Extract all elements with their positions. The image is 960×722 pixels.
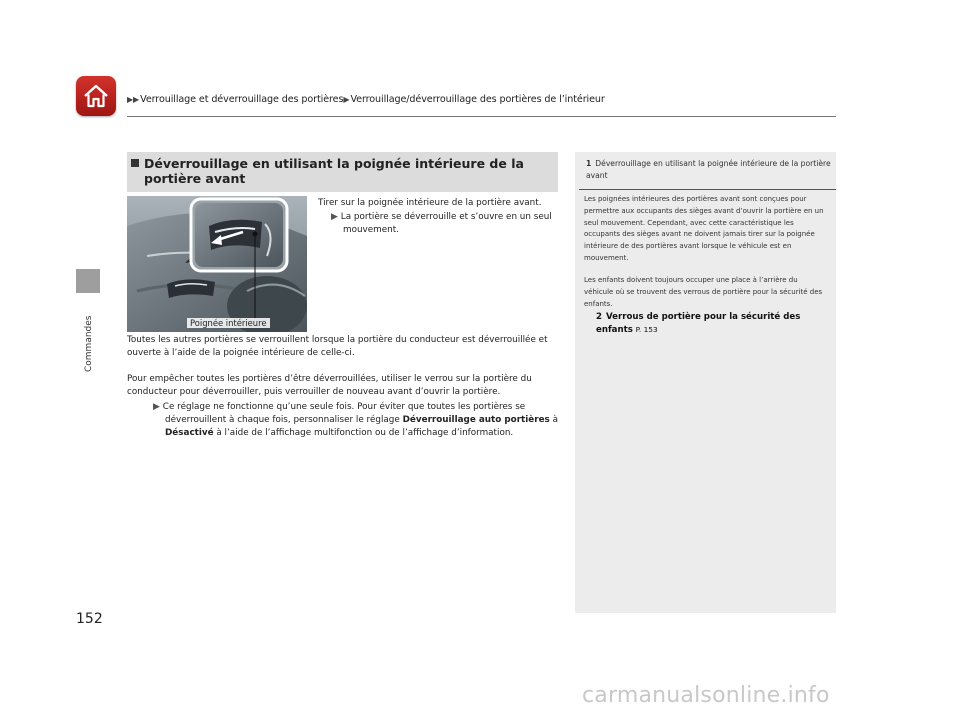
note-text: Ce réglage ne fonctionne qu’une seule fois. Pour éviter que toutes les portières se déverrouillent à chaque fois, personnaliser le réglage (162, 402, 526, 425)
home-icon (82, 82, 110, 110)
sidebar-divider (579, 189, 836, 190)
body-paragraph: Toutes les autres portières se verrouillent lorsque la portière du conducteur est déverrouillée et ouverte à l’aide de la poignée intérieure de celle-ci. (127, 335, 548, 358)
reference-page[interactable]: P. 153 (635, 324, 658, 334)
chapter-label: Commandes (84, 315, 94, 372)
home-button[interactable] (76, 76, 116, 116)
sidebar-title (586, 158, 831, 182)
note-marker-icon: 1 (586, 159, 592, 168)
breadcrumb-item[interactable]: Verrouillage/déverrouillage des portières de l’intérieur (350, 94, 605, 105)
breadcrumb-arrow-icon: ▶ (343, 95, 350, 104)
notes-sidebar (575, 152, 836, 613)
chapter-tab-marker (76, 269, 100, 293)
instruction-text: Tirer sur la poignée intérieure de la portière avant. (318, 198, 542, 208)
door-handle-illustration (127, 196, 307, 332)
reference-arrow-icon: 2 (596, 312, 602, 322)
setting-note (140, 401, 585, 440)
setting-name: Déverrouillage auto portières (402, 415, 550, 425)
section-title: Déverrouillage en utilisant la poignée intérieure de la portière avant (144, 156, 524, 186)
section-heading (127, 152, 558, 192)
note-text: à l’aide de l’affichage multifonction ou de l’affichage d’information. (213, 428, 514, 438)
sidebar-paragraph: Les poignées intérieures des portières avant sont conçues pour permettre aux occupants des sièges avant d’ouvrir la portière en un seul mouvement. Cependant, avec cette caractéristique les occupants des sièges avant ne doivent jamais tirer sur la poignée intérieure de des portières avant lorsque le véhicule est en mouvement. (584, 195, 824, 262)
reference-title[interactable]: Verrous de portière pour la sécurité des enfants (596, 312, 801, 335)
setting-value: Désactivé (165, 428, 214, 438)
sidebar-paragraph: Les enfants doivent toujours occuper une place à l’arrière du véhicule où se trouvent des verrous de portière pour la sécurité des enfants. (584, 276, 823, 308)
body-paragraph: Pour empêcher toutes les portières d’être déverrouillées, utiliser le verrou sur la portière du conducteur pour déverrouiller, puis verrouiller de nouveau avant d’ouvrir la portière. (127, 374, 532, 397)
result-text (318, 211, 583, 237)
result-text-body: La portière se déverrouille et s’ouvre en un seul mouvement. (340, 212, 552, 235)
figure-callout-label: Poignée intérieure (187, 318, 270, 328)
cross-reference-link[interactable] (596, 312, 826, 336)
watermark: carmanualsonline.info (582, 683, 830, 708)
note-text: à (549, 415, 558, 425)
section-bullet-icon (131, 159, 139, 167)
sidebar-title-text: Déverrouillage en utilisant la poignée intérieure de la portière avant (586, 159, 831, 180)
breadcrumb-arrow-icon: ▶▶ (127, 95, 140, 104)
breadcrumb (127, 94, 605, 105)
breadcrumb-item[interactable]: Verrouillage et déverrouillage des portières (140, 94, 344, 105)
result-arrow-icon: ▶ (331, 212, 341, 222)
page-number: 152 (76, 611, 103, 627)
header-divider (127, 116, 836, 117)
result-arrow-icon: ▶ (153, 402, 163, 412)
